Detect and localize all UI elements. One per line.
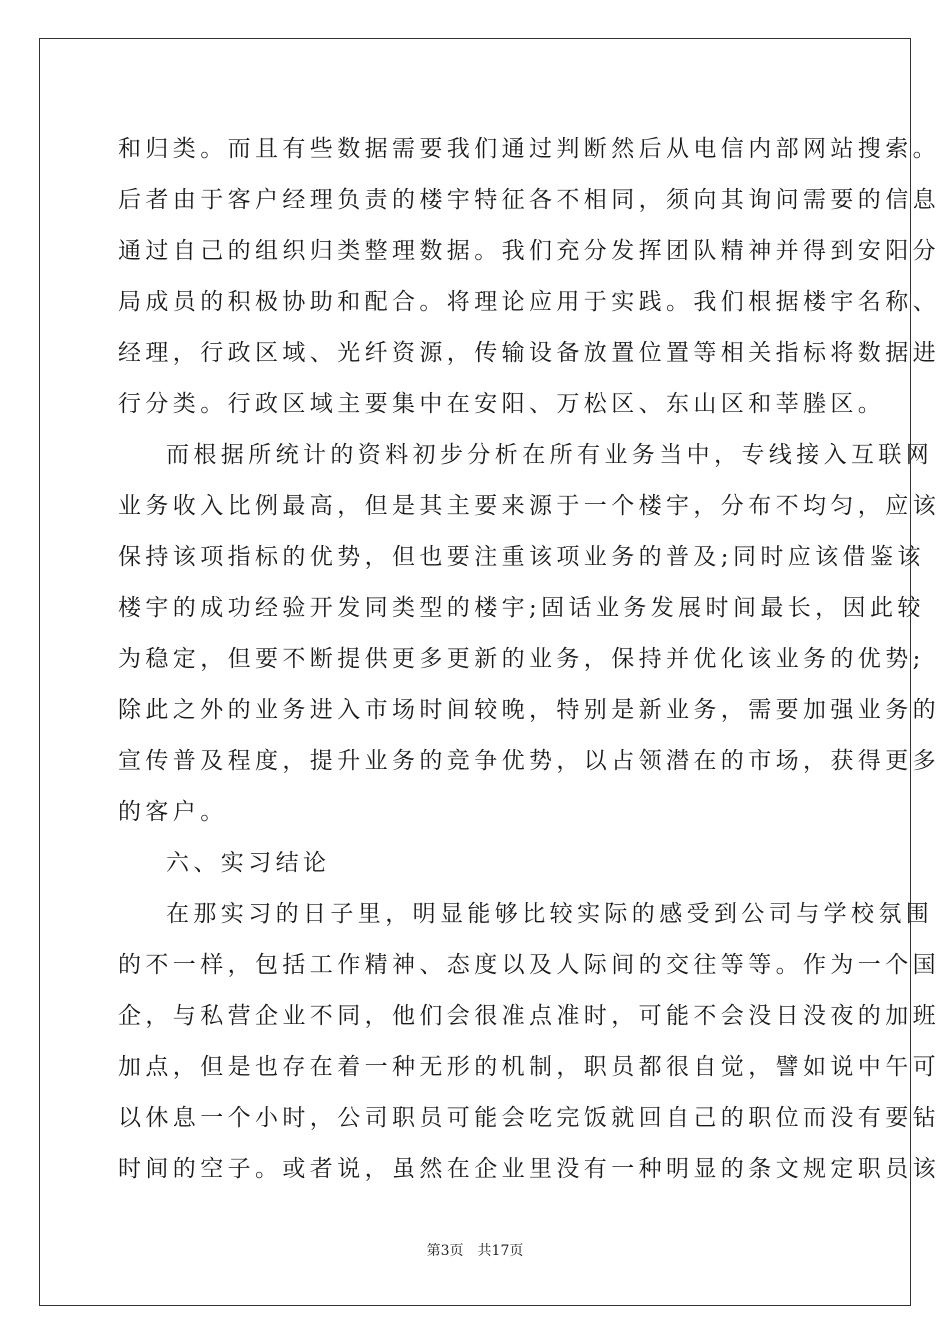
total-pages: 共17页 bbox=[477, 1243, 524, 1259]
section-heading: 六、实习结论 bbox=[166, 850, 331, 876]
text-line: 和归类。而且有些数据需要我们通过判断然后从电信内部网站搜索。 bbox=[118, 136, 940, 162]
text-line: 的客户。 bbox=[118, 799, 228, 825]
paragraph-first-line: 而根据所统计的资料初步分析在所有业务当中，专线接入互联网 bbox=[166, 442, 934, 468]
text-line: 以休息一个小时，公司职员可能会吃完饭就回自己的职位而没有要钻 bbox=[118, 1105, 940, 1131]
page-number: 第3页 bbox=[426, 1243, 464, 1259]
text-line: 加点，但是也存在着一种无形的机制，职员都很自觉，譬如说中午可 bbox=[118, 1054, 940, 1080]
page-footer bbox=[0, 1240, 950, 1260]
text-line: 局成员的积极协助和配合。将理论应用于实践。我们根据楼宇名称、 bbox=[118, 289, 940, 315]
text-line: 通过自己的组织归类整理数据。我们充分发挥团队精神并得到安阳分 bbox=[118, 238, 940, 264]
text-line: 企，与私营企业不同，他们会很准点准时，可能不会没日没夜的加班 bbox=[118, 1003, 940, 1029]
text-line: 经理，行政区域、光纤资源，传输设备放置位置等相关指标将数据进 bbox=[118, 340, 940, 366]
text-line: 后者由于客户经理负责的楼宇特征各不相同，须向其询问需要的信息 bbox=[118, 187, 940, 213]
document-body bbox=[118, 124, 940, 1195]
text-line: 业务收入比例最高，但是其主要来源于一个楼宇，分布不均匀，应该 bbox=[118, 493, 940, 519]
text-line: 除此之外的业务进入市场时间较晚，特别是新业务，需要加强业务的 bbox=[118, 697, 940, 723]
text-line: 为稳定，但要不断提供更多更新的业务，保持并优化该业务的优势; bbox=[118, 646, 925, 672]
text-line: 楼宇的成功经验开发同类型的楼宇;固话业务发展时间最长，因此较 bbox=[118, 595, 925, 621]
text-line: 行分类。行政区域主要集中在安阳、万松区、东山区和莘塍区。 bbox=[118, 391, 886, 417]
text-line: 的不一样，包括工作精神、态度以及人际间的交往等等。作为一个国 bbox=[118, 952, 940, 978]
paragraph-first-line: 在那实习的日子里，明显能够比较实际的感受到公司与学校氛围 bbox=[166, 901, 934, 927]
text-line: 宣传普及程度，提升业务的竞争优势，以占领潜在的市场，获得更多 bbox=[118, 748, 940, 774]
text-line: 时间的空子。或者说，虽然在企业里没有一种明显的条文规定职员该 bbox=[118, 1156, 940, 1182]
text-line: 保持该项指标的优势，但也要注重该项业务的普及;同时应该借鉴该 bbox=[118, 544, 925, 570]
